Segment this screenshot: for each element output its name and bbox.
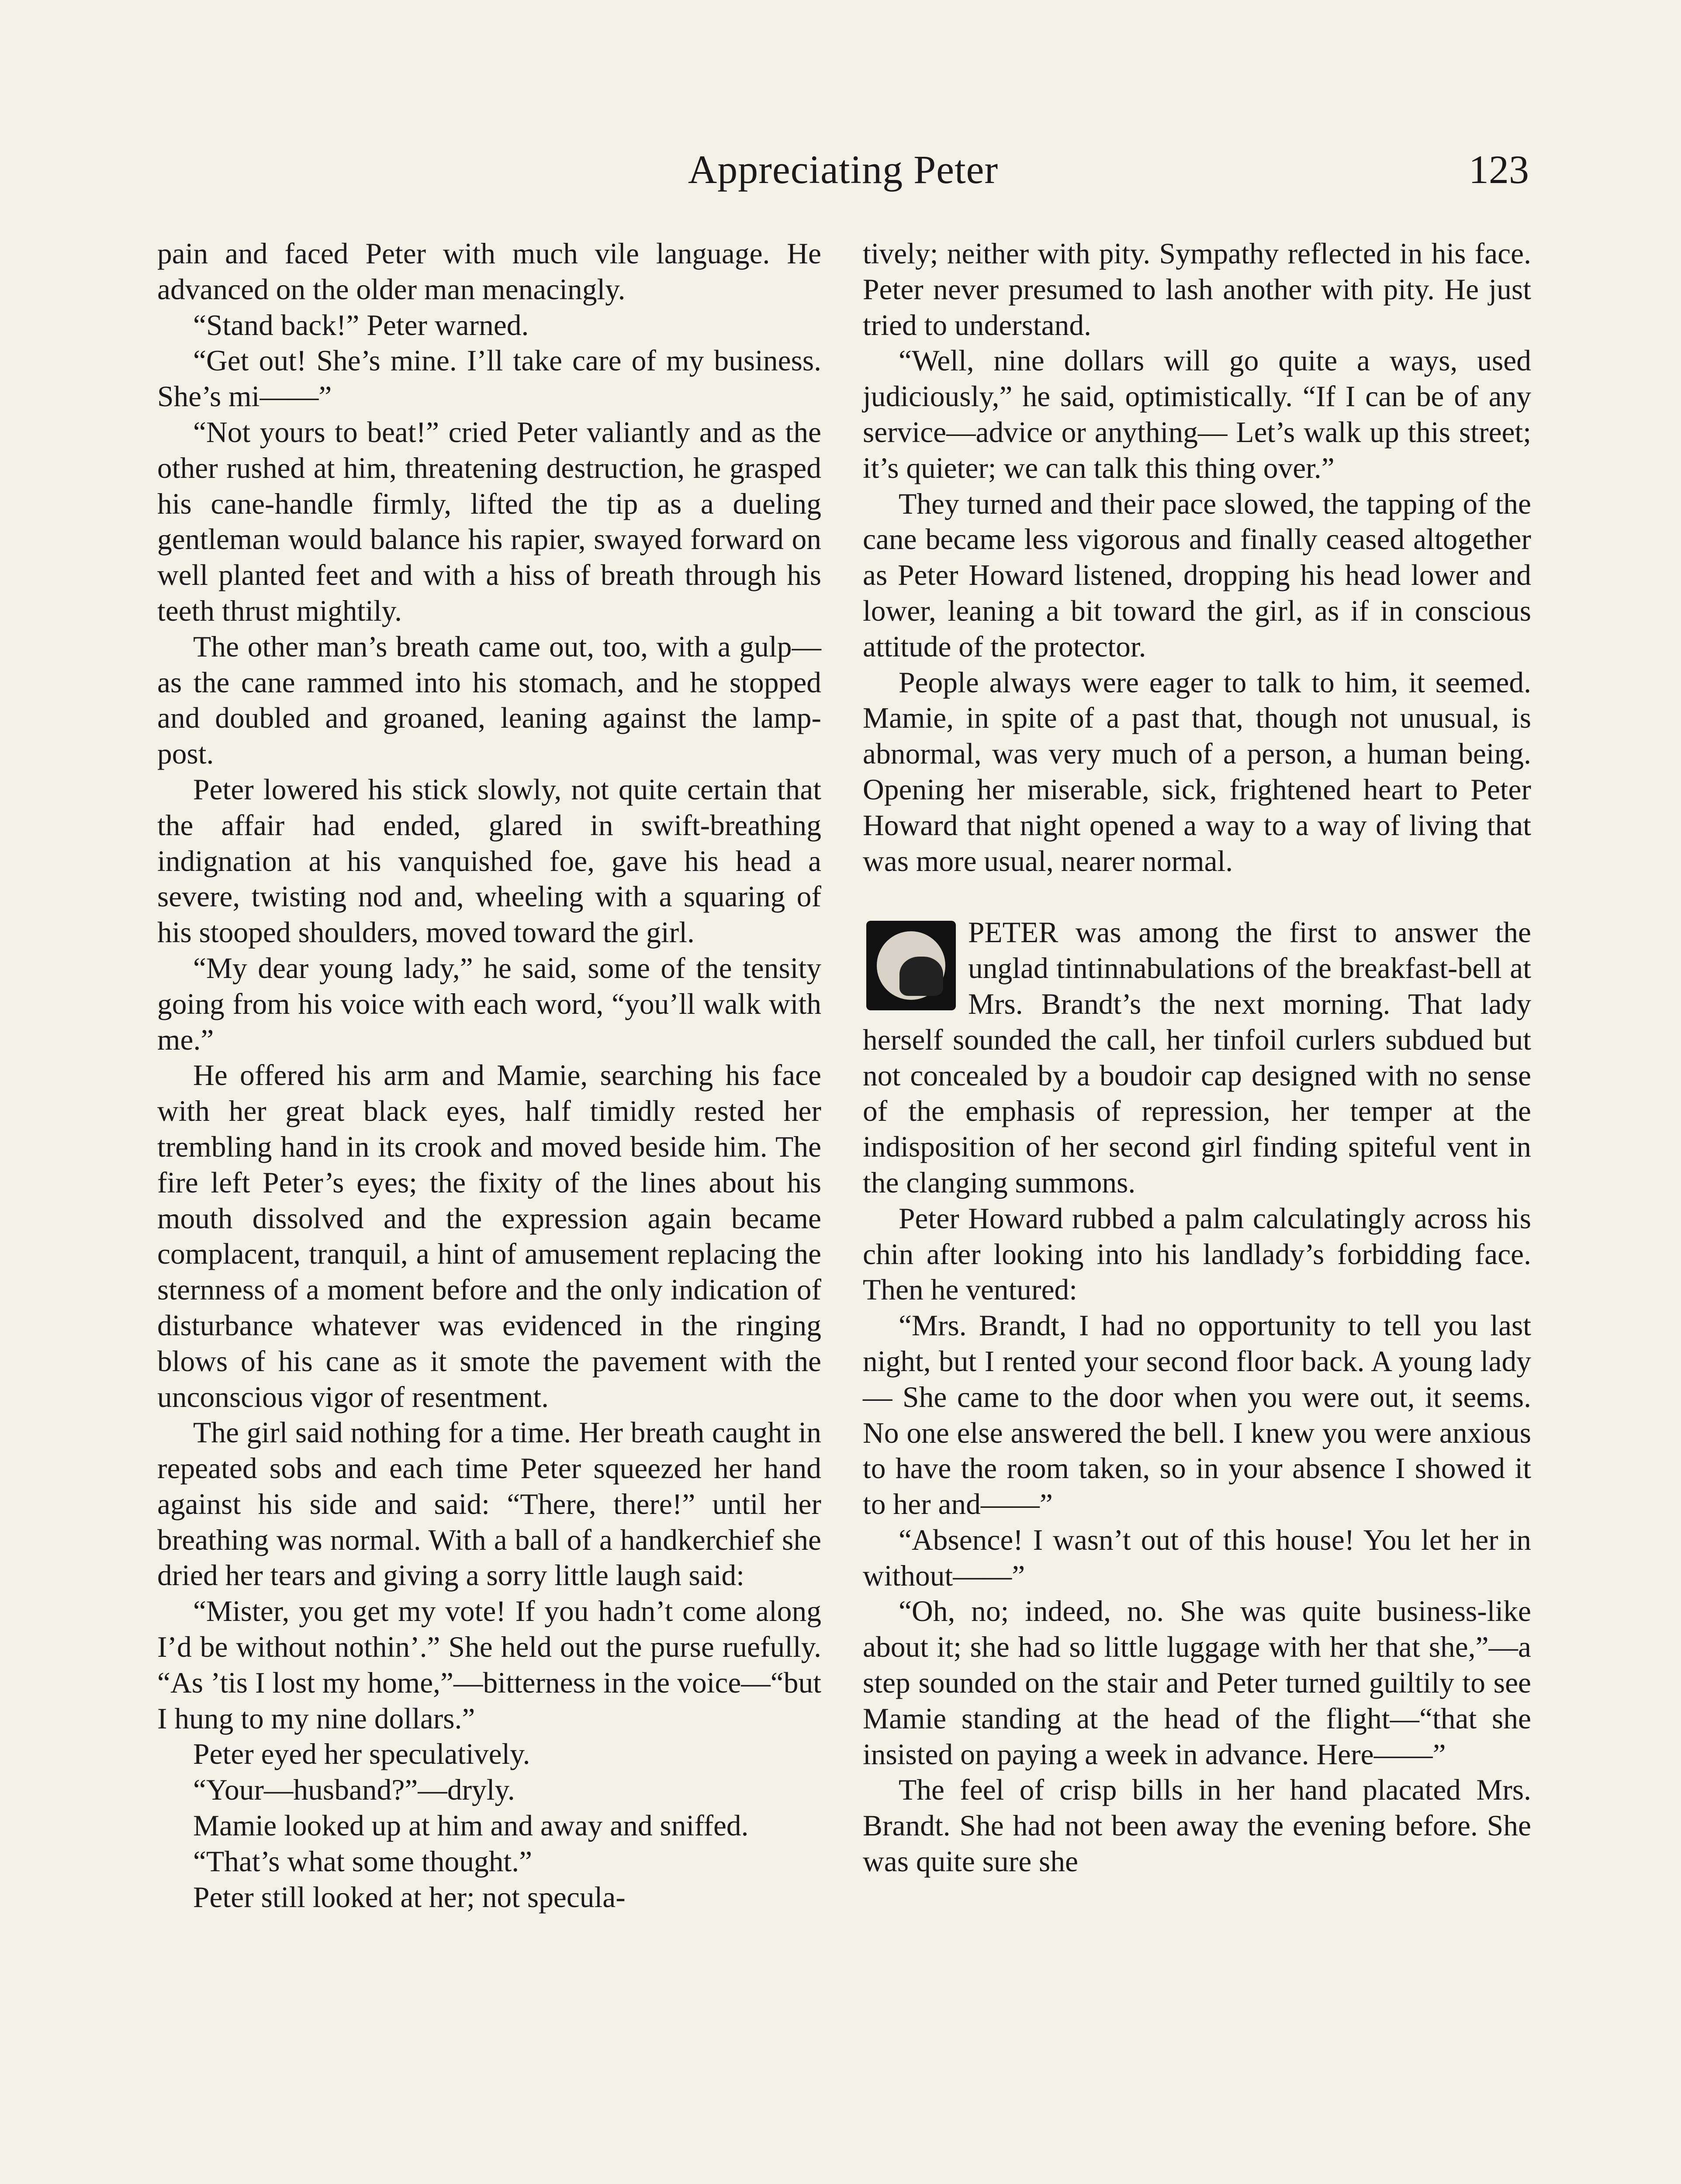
paragraph: People always were eager to talk to him, it seemed. Mamie, in spite of a past that, though not unusual, is abnormal, was very much of a person, a human being. Opening her miserable, sick, frightened heart to Peter Howard that night opened a way to a way of living that was more usual, nearer normal. (863, 666, 1531, 878)
paragraph: “Well, nine dollars will go quite a ways, used judiciously,” he said, optimistically. “If I can be of any service—advice or anything— Let’s walk up this street; it’s quieter; we can talk this thing over.” (863, 344, 1531, 484)
paragraph: “Get out! She’s mine. I’ll take care of my business. She’s mi——” (157, 344, 821, 413)
paragraph: “Stand back!” Peter warned. (193, 308, 529, 342)
paragraph: “Absence! I wasn’t out of this house! You let her in without——” (863, 1523, 1531, 1592)
paragraph: “That’s what some thought.” (193, 1845, 533, 1878)
left-column (157, 236, 821, 1915)
paragraph: Peter still looked at her; not specula- (193, 1880, 626, 1914)
paragraph: pain and faced Peter with much vile language. He advanced on the older man menacingly. (157, 237, 821, 306)
section-break (863, 879, 1531, 915)
paragraph: “Mister, you get my vote! If you hadn’t come along I’d be without nothin’.” She held out the purse ruefully. “As ’tis I lost my home,”—bitterness in the voice—“but I hung to my nine dollars.” (157, 1595, 821, 1735)
paragraph: Peter Howard rubbed a palm calculatingly across his chin after looking into his landlady’s forbidding face. Then he ventured: (863, 1202, 1531, 1306)
right-column (863, 236, 1531, 1880)
paragraph: “Not yours to beat!” cried Peter valiantly and as the other rushed at him, threatening destruction, he grasped his cane-handle firmly, lifted the tip as a dueling gentleman would balance his rapier, swayed forward on well planted feet and with a hiss of breath through his teeth thrust mightily. (157, 415, 821, 627)
paragraph: “My dear young lady,” he said, some of the tensity going from his voice with each word, “you’ll walk with me.” (157, 951, 821, 1056)
paragraph: Mamie looked up at him and away and sniffed. (193, 1809, 749, 1842)
paragraph: The other man’s breath came out, too, with a gulp—as the cane rammed into his stomach, and he stopped and doubled and groaned, leaning against the lamp-post. (157, 630, 821, 771)
paragraph: The feel of crisp bills in her hand placated Mrs. Brandt. She had not been away the evening before. She was quite sure she (863, 1773, 1531, 1878)
running-head (157, 146, 1529, 199)
paragraph: tively; neither with pity. Sympathy reflected in his face. Peter never presumed to lash another with pity. He just tried to understand. (863, 237, 1531, 342)
paragraph: He offered his arm and Mamie, searching his face with her great black eyes, half timidly rested her trembling hand in its crook and moved beside him. The fire left Peter’s eyes; the fixity of the lines about his mouth dissolved and the expression again became complacent, tranquil, a hint of amusement replacing the sternness of a moment before and the only indication of disturbance whatever was evidenced in the ringing blows of his cane as it smote the pavement with the unconscious vigor of resentment. (157, 1059, 821, 1413)
dropcap-paragraph-text: PETER was among the first to answer the unglad tintinnabulations of the breakfast-bell at Mrs. Brandt’s the next morning. That lady herself sounded the call, her tinfoil curlers subdued but not concealed by a boudoir cap designed with no sense of the emphasis of repression, her temper at the indisposition of her second girl finding spiteful vent in the clanging summons. (863, 916, 1531, 1199)
paragraph: Peter lowered his stick slowly, not quite certain that the affair had ended, glared in swift-breathing indignation at his vanquished foe, gave his head a severe, twisting nod and, wheeling with a squaring of his stooped shoulders, moved toward the girl. (157, 773, 821, 949)
ornamental-initial-icon (866, 921, 956, 1010)
paragraph: The girl said nothing for a time. Her breath caught in repeated sobs and each time Peter squeezed her hand against his side and said: “There, there!” until her breathing was normal. With a ball of a handkerchief she dried her tears and giving a sorry little laugh said: (157, 1416, 821, 1592)
paragraph: They turned and their pace slowed, the tapping of the cane became less vigorous and finally ceased altogether as Peter Howard listened, dropping his head lower and lower, leaning a bit toward the girl, as if in conscious attitude of the protector. (863, 487, 1531, 663)
page-number: 123 (1469, 147, 1529, 192)
dropcap-paragraph (863, 915, 1531, 1200)
paragraph: “Your—husband?”—dryly. (193, 1773, 515, 1807)
page-title: Appreciating Peter (688, 147, 999, 192)
paragraph: Peter eyed her speculatively. (193, 1738, 530, 1771)
paragraph: “Mrs. Brandt, I had no opportunity to tell you last night, but I rented your second floor back. A young lady— She came to the door when you were out, it seems. No one else answered the bell. I knew you were anxious to have the room taken, so in your absence I showed it to her and——” (863, 1309, 1531, 1521)
paragraph: “Oh, no; indeed, no. She was quite business-like about it; she had so little luggage with her that she,”—a step sounded on the stair and Peter turned guiltily to see Mamie standing at the head of the flight—“that she insisted on paying a week in advance. Here——” (863, 1595, 1531, 1771)
